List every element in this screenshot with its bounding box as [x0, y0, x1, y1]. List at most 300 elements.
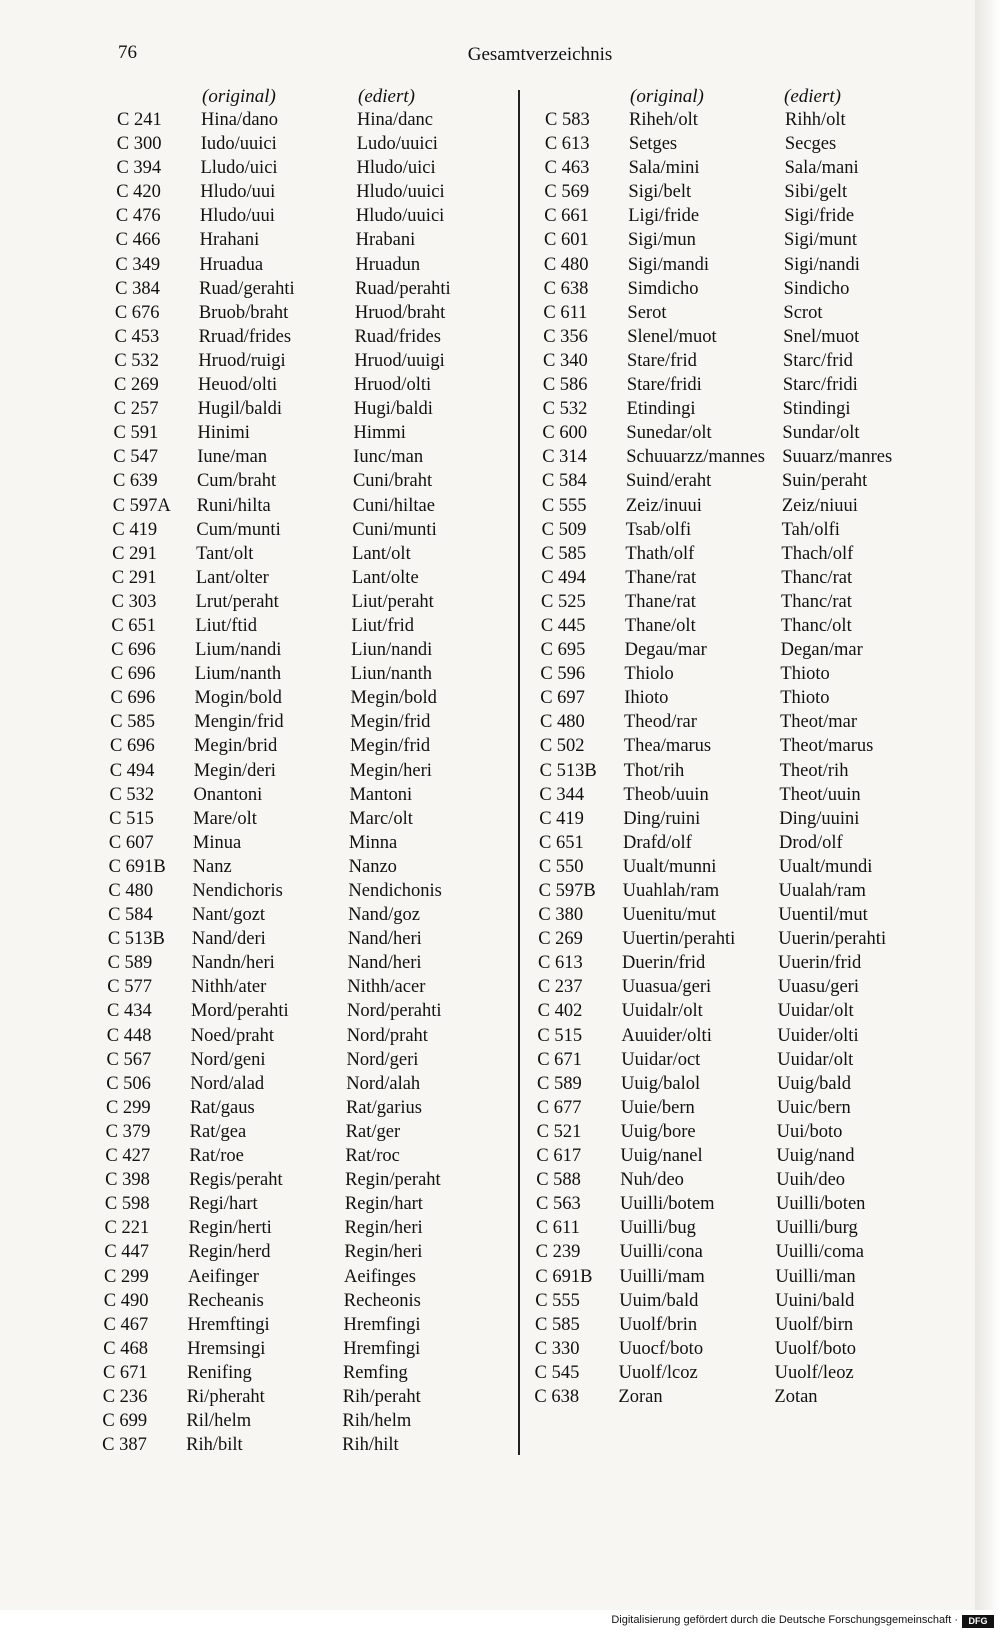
entry-edited: Degan/mar	[780, 640, 863, 661]
entry-edited: Liun/nandi	[351, 640, 433, 661]
entry-id: C 466	[115, 230, 161, 251]
entry-edited: Sibi/gelt	[784, 182, 848, 203]
entry-edited: Nanzo	[348, 856, 397, 877]
entry-edited: Theot/rih	[779, 760, 849, 781]
entry-id: C 269	[114, 375, 159, 396]
entry-id: C 563	[536, 1194, 581, 1215]
entry-edited: Uuilli/coma	[775, 1242, 864, 1263]
entry-row	[107, 977, 426, 1001]
running-title: Gesamtverzeichnis	[467, 44, 613, 65]
entry-id: C 550	[538, 856, 584, 877]
entry-row	[110, 664, 432, 688]
entry-edited: Uuidar/olt	[777, 1049, 854, 1070]
entry-original: Thiolo	[624, 664, 674, 685]
entry-id: C 494	[541, 567, 586, 588]
entry-original: Uuig/bore	[620, 1121, 696, 1142]
entry-row	[102, 1386, 421, 1411]
entry-row	[544, 230, 857, 254]
entry-edited: Hrabani	[355, 230, 416, 251]
entry-id: C 695	[540, 640, 586, 661]
entry-edited: Cuni/munti	[352, 519, 437, 540]
entry-id: C 585	[535, 1314, 580, 1335]
entry-row	[110, 688, 437, 712]
entry-row	[115, 278, 451, 303]
entry-id: C 691B	[108, 856, 166, 877]
entry-row	[115, 254, 421, 279]
entry-original: Hremftingi	[187, 1314, 270, 1335]
entry-original: Hruadua	[199, 254, 264, 275]
entry-id: C 380	[538, 905, 584, 926]
entry-original: Sigi/mandi	[627, 254, 710, 275]
entry-row	[104, 1266, 416, 1291]
entry-edited: Theot/marus	[779, 736, 874, 757]
entry-edited: Suuarz/manres	[782, 447, 893, 468]
page-number: 76	[118, 42, 137, 63]
entry-edited: Zeiz/niuui	[781, 495, 858, 516]
entry-original: Minua	[192, 832, 242, 853]
entry-row	[540, 640, 863, 664]
entry-row	[539, 736, 874, 760]
entry-row	[541, 543, 854, 568]
entry-row	[543, 350, 853, 375]
entry-row	[105, 1170, 441, 1194]
entry-row	[109, 808, 413, 833]
entry-edited: Lant/olt	[352, 543, 411, 564]
entry-row	[536, 1121, 843, 1146]
entry-id: C 515	[109, 808, 154, 829]
entry-id: C 394	[116, 158, 162, 179]
entry-edited: Lant/olte	[351, 567, 419, 588]
entry-row	[107, 929, 422, 953]
entry-original: Heuod/olti	[198, 375, 278, 396]
entry-row	[544, 182, 848, 206]
entry-original: Rat/gea	[189, 1121, 247, 1142]
entry-original: Rruad/frides	[198, 326, 292, 347]
entry-id: C 617	[536, 1146, 582, 1167]
entry-id: C 525	[541, 591, 586, 612]
entry-row	[539, 784, 861, 809]
entry-row	[543, 302, 823, 327]
entry-edited: Regin/heri	[344, 1242, 423, 1263]
entry-original: Noed/praht	[190, 1025, 274, 1046]
entry-original: Hina/dano	[201, 110, 279, 130]
entry-edited: Rat/ger	[345, 1121, 401, 1142]
entry-id: C 586	[542, 375, 588, 396]
entry-row	[539, 760, 849, 785]
entry-row	[102, 1435, 399, 1459]
entry-row	[111, 640, 433, 664]
entry-id: C 521	[536, 1121, 582, 1142]
entry-original: Zoran	[618, 1386, 663, 1407]
entry-original: Uuasua/geri	[621, 977, 712, 998]
entry-edited: Zotan	[774, 1386, 818, 1407]
entry-original: Lium/nandi	[195, 640, 282, 661]
entry-edited: Hruod/olti	[354, 375, 432, 396]
entry-original: Mengin/frid	[194, 712, 284, 733]
entry-original: Uualt/munni	[622, 856, 717, 877]
entry-edited: Suin/peraht	[782, 471, 868, 492]
entry-id: C 651	[111, 615, 157, 636]
entry-row	[538, 881, 866, 905]
entry-edited: Rat/garius	[345, 1097, 422, 1118]
entry-original: Sala/mini	[628, 158, 700, 179]
entry-id: C 480	[108, 881, 154, 901]
entry-edited: Minna	[348, 832, 398, 853]
entry-edited: Uuic/bern	[776, 1097, 851, 1118]
entry-id: C 611	[535, 1218, 580, 1239]
entry-row	[540, 664, 830, 688]
entry-edited: Uuolf/leoz	[774, 1362, 854, 1383]
entry-edited: Uuih/deo	[776, 1170, 846, 1191]
entry-id: C 613	[538, 953, 583, 974]
entry-id: C 480	[543, 254, 589, 275]
entry-id: C 490	[103, 1290, 149, 1311]
entry-id: C 585	[541, 543, 587, 564]
entry-edited: Uuolf/boto	[774, 1338, 857, 1359]
entry-original: Thane/rat	[625, 567, 697, 588]
entry-original: Drafd/olf	[623, 832, 692, 853]
entry-original: Nord/alad	[190, 1073, 265, 1094]
entry-row	[534, 1362, 854, 1387]
entry-row	[534, 1386, 818, 1411]
entry-id: C 402	[537, 1001, 583, 1022]
entry-original: Uuocf/boto	[618, 1338, 704, 1359]
entry-id: C 651	[539, 832, 584, 853]
entry-original: Hludo/uui	[199, 206, 275, 227]
entry-edited: Uuerin/perahti	[778, 929, 887, 950]
entry-original: Ihioto	[624, 688, 669, 709]
entry-row	[544, 206, 855, 230]
entry-edited: Hludo/uuici	[355, 206, 445, 227]
entry-id: C 344	[539, 784, 585, 805]
entry-original: Lludo/uici	[200, 158, 278, 179]
entry-original: Uuenitu/mut	[622, 905, 716, 926]
entry-id: C 513B	[539, 760, 597, 781]
entry-edited: Uualah/ram	[778, 881, 866, 901]
entry-id: C 532	[109, 784, 155, 805]
entry-original: Nandn/heri	[191, 953, 275, 974]
entry-edited: Uuilli/boten	[776, 1194, 866, 1215]
entry-original: Regi/hart	[188, 1194, 258, 1215]
entry-row	[112, 543, 411, 568]
entry-id: C 589	[107, 953, 153, 974]
entry-id: C 387	[102, 1435, 147, 1456]
entry-row	[103, 1314, 421, 1339]
entry-original: Cum/braht	[196, 471, 277, 492]
entry-edited: Marc/olt	[349, 808, 413, 829]
entry-row	[108, 881, 442, 905]
entry-original: Regin/herti	[188, 1218, 272, 1239]
entry-original: Uuidalr/olt	[621, 1001, 703, 1022]
entry-edited: Nord/alah	[346, 1073, 421, 1094]
entry-id: C 419	[112, 519, 158, 540]
entry-edited: Regin/hart	[344, 1194, 423, 1215]
entry-row	[114, 302, 446, 327]
entry-id: C 509	[541, 519, 587, 540]
entry-edited: Hremfingi	[343, 1314, 421, 1335]
entry-row	[535, 1314, 854, 1339]
entry-original: Setges	[628, 134, 678, 155]
entry-original: Theod/rar	[624, 712, 697, 733]
entry-id: C 502	[539, 736, 585, 757]
right-original-header: (original)	[630, 86, 704, 107]
entry-row	[542, 471, 868, 495]
entry-original: Schuuarzz/mannes	[626, 447, 765, 468]
entry-edited: Hruod/uuigi	[354, 350, 445, 371]
entry-original: Uuilli/cona	[619, 1242, 703, 1263]
entry-original: Uuig/balol	[621, 1073, 701, 1094]
entry-id: C 291	[111, 567, 157, 588]
entry-id: C 237	[537, 977, 583, 998]
entry-row	[534, 1338, 857, 1363]
entry-id: C 269	[538, 929, 583, 950]
left-original-header: (original)	[202, 86, 276, 107]
entry-row	[113, 423, 406, 447]
entry-row	[107, 1001, 442, 1025]
entry-id: C 601	[544, 230, 589, 251]
entry-id: C 589	[537, 1073, 582, 1094]
entry-edited: Regin/heri	[344, 1218, 423, 1239]
entry-id: C 398	[105, 1170, 150, 1191]
entry-row	[537, 1049, 854, 1074]
entry-row	[104, 1218, 423, 1242]
entry-edited: Nord/perahti	[347, 1001, 442, 1022]
entry-original: Uuilli/bug	[619, 1218, 696, 1239]
entry-row	[538, 929, 887, 953]
entry-edited: Secges	[784, 134, 837, 155]
entry-row	[541, 567, 853, 592]
entry-original: Duerin/frid	[622, 953, 706, 974]
entry-id: C 591	[113, 423, 159, 444]
entry-row	[537, 1001, 854, 1025]
entry-original: Stare/fridi	[626, 375, 702, 396]
entry-edited: Uuini/bald	[775, 1290, 855, 1311]
right-edited-header: (ediert)	[784, 86, 841, 107]
entry-row	[105, 1146, 400, 1170]
entry-original: Etindingi	[626, 399, 696, 420]
entry-edited: Aeifinges	[344, 1266, 416, 1287]
entry-edited: Thanc/rat	[781, 567, 853, 588]
entry-edited: Uuasu/geri	[777, 977, 859, 998]
entry-edited: Nand/goz	[348, 905, 421, 926]
entry-edited: Ding/uuini	[779, 808, 860, 829]
entry-row	[541, 495, 858, 520]
entry-id: C 476	[115, 206, 161, 227]
entry-original: Hremsingi	[187, 1338, 266, 1359]
entry-edited: Nendichonis	[348, 881, 442, 901]
entry-id: C 661	[544, 206, 589, 227]
entry-row	[104, 1242, 423, 1266]
entry-row	[537, 977, 859, 1001]
entry-row	[540, 712, 858, 736]
entry-id: C 597A	[112, 495, 171, 516]
entry-edited: Thach/olf	[781, 543, 854, 564]
entry-original: Iudo/uuici	[200, 134, 277, 155]
entry-original: Megin/deri	[193, 760, 276, 781]
entry-edited: Sigi/munt	[784, 230, 857, 251]
entry-id: C 600	[542, 423, 588, 444]
entry-row	[115, 206, 445, 230]
entry-row	[111, 615, 415, 640]
entry-edited: Nord/geri	[346, 1049, 419, 1070]
entry-id: C 384	[115, 278, 160, 299]
entry-edited: Hludo/uici	[356, 158, 436, 179]
entry-row	[543, 254, 860, 279]
entry-id: C 585	[110, 712, 155, 733]
entry-id: C 577	[107, 977, 152, 998]
entry-original: Ri/pheraht	[186, 1386, 265, 1407]
entry-original: Nithh/ater	[191, 977, 267, 998]
entry-edited: Remfing	[342, 1362, 408, 1383]
entry-edited: Uuolf/birn	[775, 1314, 854, 1335]
entry-original: Degau/mar	[624, 640, 707, 661]
entry-id: C 303	[111, 591, 157, 612]
entry-id: C 532	[542, 399, 588, 420]
entry-original: Uuertin/perahti	[622, 929, 736, 950]
entry-id: C 467	[103, 1314, 149, 1335]
entry-original: Ril/helm	[186, 1411, 252, 1432]
entry-id: C 349	[115, 254, 161, 275]
entry-original: Runi/hilta	[196, 495, 271, 516]
entry-edited: Nord/praht	[346, 1025, 428, 1046]
entry-row	[107, 953, 422, 977]
entry-original: Slenel/muot	[627, 326, 717, 347]
entry-original: Nuh/deo	[620, 1170, 684, 1191]
entry-original: Sigi/mun	[628, 230, 696, 251]
entry-id: C 584	[542, 471, 587, 492]
entry-edited: Hludo/uuici	[356, 182, 445, 203]
entry-row	[108, 832, 398, 857]
entry-id: C 638	[543, 278, 589, 299]
entry-id: C 613	[544, 134, 590, 155]
entry-id: C 236	[102, 1386, 148, 1407]
entry-row	[106, 1049, 419, 1074]
entry-edited: Ruad/frides	[354, 326, 441, 347]
entry-row	[540, 688, 830, 712]
entry-id: C 299	[104, 1266, 149, 1287]
entry-edited: Himmi	[353, 423, 406, 444]
entry-row	[538, 953, 862, 977]
entry-row	[102, 1411, 412, 1435]
entry-id: C 555	[535, 1290, 580, 1311]
entry-edited: Sundar/olt	[782, 423, 860, 444]
entry-id: C 691B	[535, 1266, 593, 1287]
entry-id: C 671	[537, 1049, 582, 1070]
entry-id: C 434	[107, 1001, 152, 1022]
entry-edited: Megin/frid	[350, 712, 431, 733]
entry-row	[116, 182, 445, 206]
entry-original: Hruod/ruigi	[198, 350, 286, 371]
entry-original: Thath/olf	[625, 543, 695, 564]
entry-edited: Uuilli/man	[775, 1266, 856, 1287]
entry-id: C 696	[109, 736, 155, 757]
entry-edited: Drod/olf	[779, 832, 843, 853]
entry-row	[115, 230, 416, 254]
entry-id: C 463	[544, 158, 590, 179]
entry-edited: Mantoni	[349, 784, 413, 805]
entry-original: Nand/deri	[191, 929, 266, 950]
entry-original: Nendichoris	[192, 881, 283, 901]
entry-row	[543, 278, 850, 303]
entry-original: Iune/man	[197, 447, 268, 468]
entry-original: Lant/olter	[195, 567, 269, 588]
entry-id: C 513B	[107, 929, 165, 950]
entry-edited: Sigi/nandi	[783, 254, 860, 275]
entry-original: Hrahani	[199, 230, 260, 251]
entry-row	[539, 832, 843, 857]
entry-row	[536, 1097, 851, 1122]
entry-original: Regin/herd	[188, 1242, 271, 1263]
entry-edited: Theot/uuin	[779, 784, 861, 805]
entry-id: C 257	[113, 399, 159, 420]
entry-original: Thot/rih	[623, 760, 685, 781]
entry-row	[111, 591, 434, 616]
entry-id: C 448	[106, 1025, 152, 1046]
entry-original: Lrut/peraht	[195, 591, 279, 612]
entry-id: C 356	[543, 326, 588, 347]
entry-original: Uuolf/brin	[619, 1314, 698, 1335]
entry-edited: Megin/frid	[349, 736, 431, 757]
entry-edited: Nand/heri	[347, 953, 422, 974]
entry-row	[539, 808, 860, 833]
entry-edited: Scrot	[783, 302, 823, 323]
entry-id: C 696	[111, 640, 156, 661]
entry-id: C 588	[536, 1170, 581, 1191]
entry-id: C 300	[116, 134, 162, 155]
entry-id: C 696	[110, 688, 156, 709]
entry-original: Uuidar/oct	[621, 1049, 701, 1070]
entry-id: C 427	[105, 1146, 151, 1167]
entry-id: C 677	[536, 1097, 582, 1118]
entry-edited: Regin/peraht	[345, 1170, 441, 1191]
entry-edited: Starc/fridi	[782, 375, 858, 396]
entry-row	[113, 447, 424, 471]
entry-original: Sunedar/olt	[626, 423, 712, 444]
entry-edited: Stindingi	[782, 399, 851, 420]
entry-edited: Rat/roc	[345, 1146, 400, 1167]
entry-edited: Cuni/braht	[352, 471, 433, 492]
entry-original: Uuahlah/ram	[622, 881, 720, 901]
entry-edited: Rihh/olt	[785, 110, 846, 130]
entry-row	[542, 423, 860, 447]
entry-edited: Rih/helm	[342, 1411, 412, 1432]
entry-row	[112, 471, 433, 495]
entry-edited: Sala/mani	[784, 158, 859, 179]
entry-original: Rih/bilt	[186, 1435, 243, 1456]
entry-id: C 447	[104, 1242, 150, 1263]
entry-row	[536, 1146, 855, 1170]
entry-id: C 639	[112, 471, 158, 492]
entry-original: Nanz	[192, 856, 232, 877]
entry-original: Ligi/fride	[628, 206, 700, 227]
entry-id: C 584	[108, 905, 153, 926]
entry-id: C 545	[534, 1362, 580, 1383]
entry-row	[543, 326, 860, 351]
entry-id: C 697	[540, 688, 585, 709]
entry-id: C 419	[539, 808, 584, 829]
entry-edited: Starc/frid	[783, 350, 853, 371]
entry-row	[102, 1362, 408, 1387]
entry-row	[112, 519, 437, 544]
entry-original: Uuilli/mam	[619, 1266, 705, 1287]
entry-id: C 379	[105, 1121, 151, 1142]
entry-id: C 330	[534, 1338, 580, 1359]
entry-edited: Uui/boto	[776, 1121, 843, 1142]
entry-original: Rat/roe	[189, 1146, 244, 1167]
entry-original: Megin/brid	[193, 736, 278, 757]
entry-original: Mare/olt	[193, 808, 257, 829]
entry-row	[537, 1025, 859, 1050]
